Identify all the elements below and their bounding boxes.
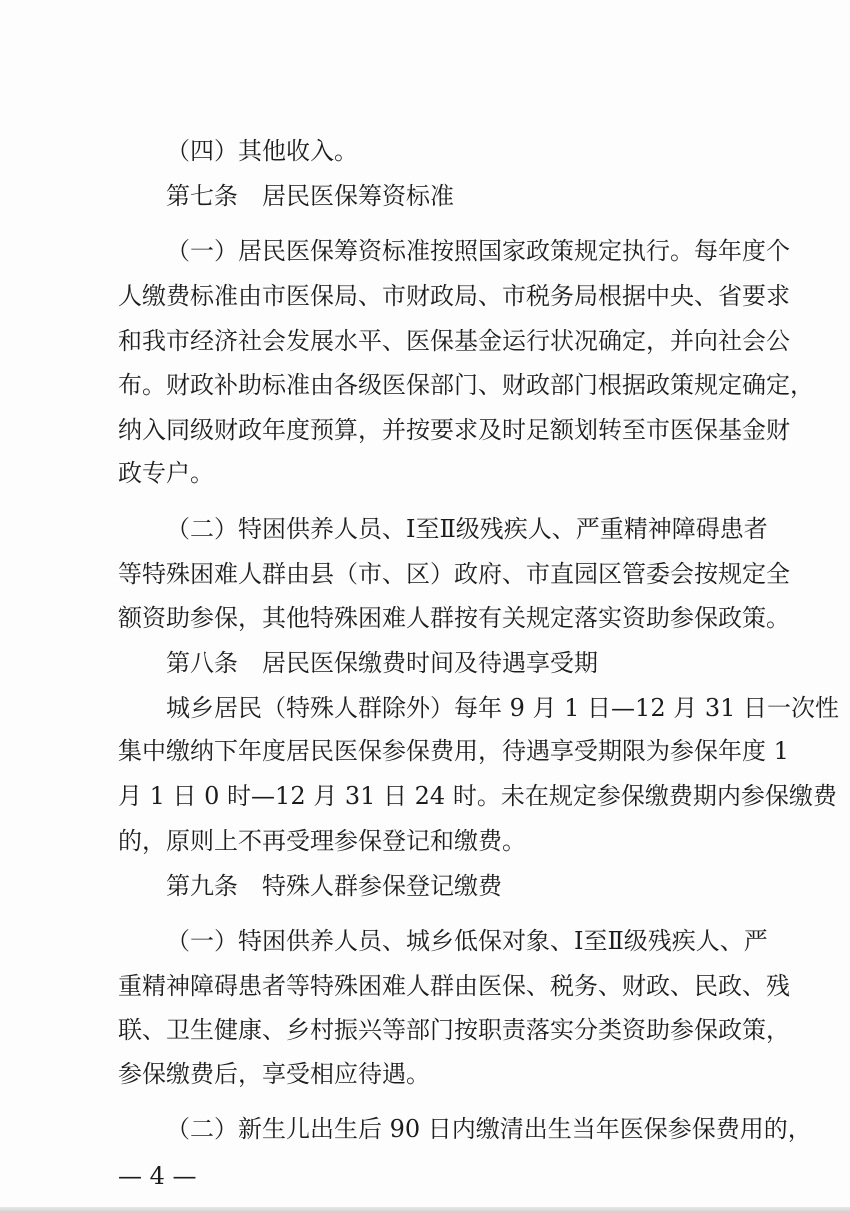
text-line: 人缴费标准由市医保局、市财政局、市税务局根据中央、省要求 bbox=[118, 282, 790, 310]
article-heading: 第八条 居民医保缴费时间及待遇享受期 bbox=[166, 649, 598, 677]
page-number: — 4 — bbox=[118, 1162, 197, 1190]
text-line: 等特殊困难人群由县（市、区）政府、市直园区管委会按规定全 bbox=[118, 560, 790, 588]
text-line: 重精神障碍患者等特殊困难人群由医保、税务、财政、民政、残 bbox=[118, 972, 790, 1000]
text-line: 政专户。 bbox=[118, 459, 214, 487]
text-line: 月 1 日 0 时—12 月 31 日 24 时。未在规定参保缴费期内参保缴费 bbox=[118, 782, 837, 810]
text-line: （二）特困供养人员、Ⅰ至Ⅱ级残疾人、严重精神障碍患者 bbox=[166, 515, 768, 543]
text-line: （一）特困供养人员、城乡低保对象、Ⅰ至Ⅱ级残疾人、严 bbox=[166, 927, 768, 955]
text-line: （二）新生儿出生后 90 日内缴清出生当年医保参保费用的， bbox=[166, 1115, 812, 1143]
text-line: （一）居民医保筹资标准按照国家政策规定执行。每年度个 bbox=[166, 237, 790, 265]
text-line: 的，原则上不再受理参保登记和缴费。 bbox=[118, 827, 526, 855]
text-line: 参保缴费后，享受相应待遇。 bbox=[118, 1060, 430, 1088]
text-line: 纳入同级财政年度预算，并按要求及时足额划转至市医保基金财 bbox=[118, 416, 790, 444]
text-line: 集中缴纳下年度居民医保参保费用，待遇享受期限为参保年度 1 bbox=[118, 737, 789, 765]
article-heading: 第九条 特殊人群参保登记缴费 bbox=[166, 872, 502, 900]
text-line: 布。财政补助标准由各级医保部门、财政部门根据政策规定确定， bbox=[118, 371, 814, 399]
text-line: 联、卫生健康、乡村振兴等部门按职责落实分类资助参保政策， bbox=[118, 1016, 790, 1044]
scan-edge bbox=[0, 1207, 850, 1213]
text-line: 城乡居民（特殊人群除外）每年 9 月 1 日—12 月 31 日一次性 bbox=[166, 694, 840, 722]
article-heading: 第七条 居民医保筹资标准 bbox=[166, 182, 454, 210]
text-line: （四）其他收入。 bbox=[166, 137, 358, 165]
text-line: 和我市经济社会发展水平、医保基金运行状况确定，并向社会公 bbox=[118, 327, 790, 355]
text-line: 额资助参保，其他特殊困难人群按有关规定落实资助参保政策。 bbox=[118, 604, 790, 632]
